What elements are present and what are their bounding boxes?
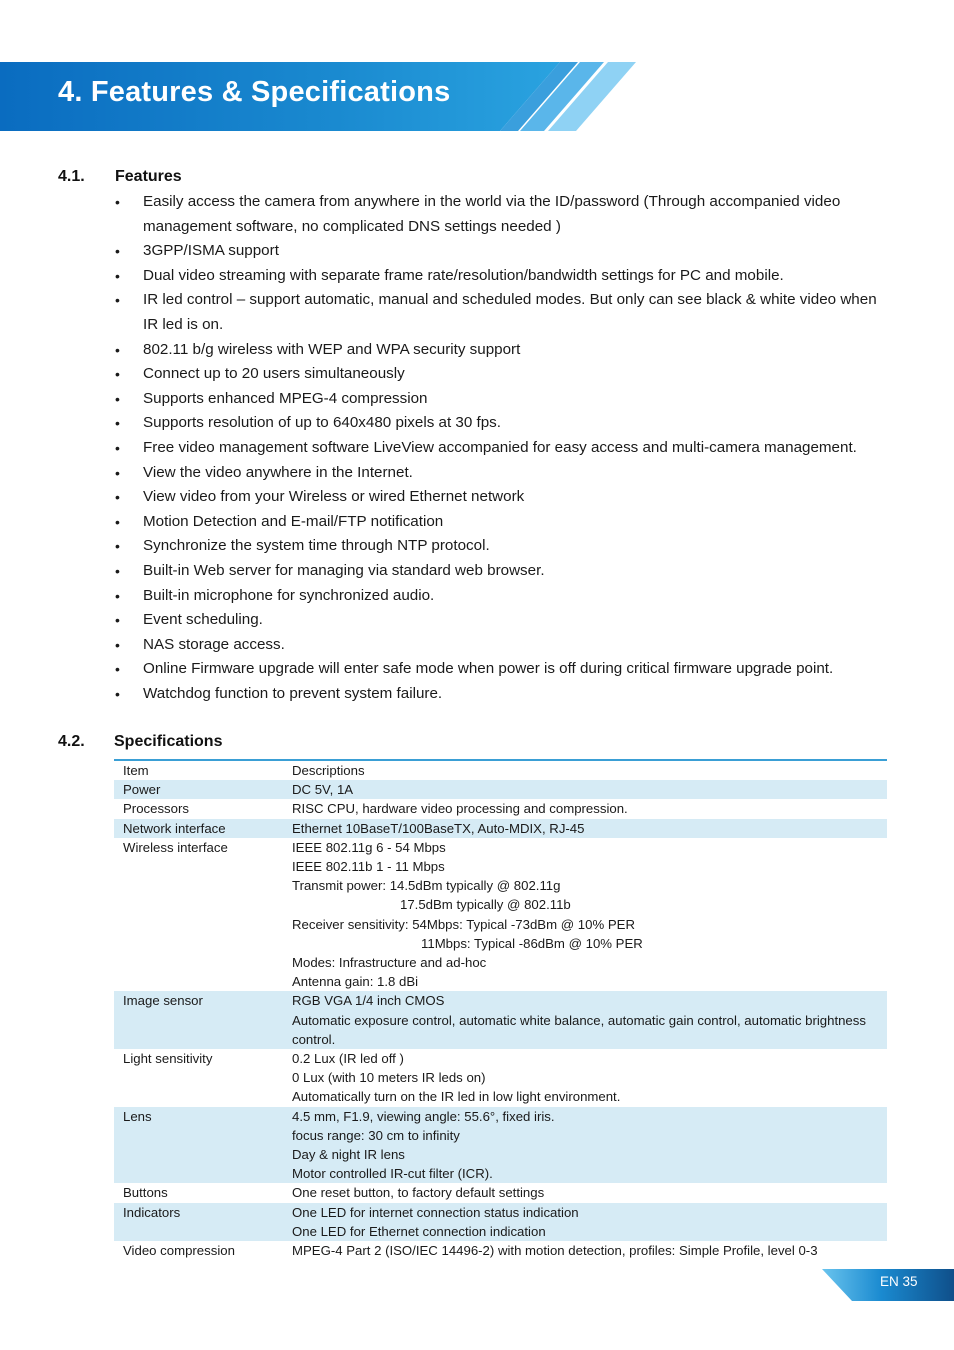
- spec-description-line: focus range: 30 cm to infinity: [292, 1127, 460, 1143]
- feature-item: • Supports enhanced MPEG-4 compression: [113, 387, 893, 412]
- features-number: 4.1.: [58, 168, 85, 185]
- spec-description-line: MPEG-4 Part 2 (ISO/IEC 14496-2) with motion detection, profiles: Simple Profile, level 0-3: [292, 1243, 818, 1259]
- spec-description-line: Automatic exposure control, automatic white balance, automatic gain control, automatic brightness control.: [292, 1012, 866, 1047]
- feature-item: • Easily access the camera from anywhere in the world via the ID/password (Through accompanied video management software, no complicated DNS settings needed ): [113, 190, 893, 239]
- feature-item: • 3GPP/ISMA support: [113, 239, 893, 264]
- feature-item: • View video from your Wireless or wired Ethernet network: [113, 485, 893, 510]
- feature-item: • Free video management software LiveView accompanied for easy access and multi-camera management.: [113, 436, 893, 461]
- feature-item: • Connect up to 20 users simultaneously: [113, 362, 893, 387]
- spec-description-line: Ethernet 10BaseT/100BaseTX, Auto-MDIX, RJ-45: [292, 820, 585, 836]
- spec-description-line: Receiver sensitivity: 54Mbps: Typical -73dBm @ 10% PER: [292, 916, 635, 932]
- spec-description-line: Transmit power: 14.5dBm typically @ 802.11g: [292, 878, 561, 894]
- page-number: EN 35: [880, 1274, 918, 1289]
- spec-description-line: 0.2 Lux (IR led off ): [292, 1051, 404, 1067]
- spec-description-line: IEEE 802.11b 1 - 11 Mbps: [292, 859, 445, 875]
- spec-item: Power: [114, 780, 283, 799]
- feature-item: • Watchdog function to prevent system failure.: [113, 682, 893, 707]
- table-row: [114, 1183, 887, 1202]
- spec-description: [283, 799, 887, 818]
- table-row: [114, 780, 887, 799]
- spec-description: [283, 1049, 887, 1107]
- spec-description-line: 4.5 mm, F1.9, viewing angle: 55.6°, fixed iris.: [292, 1108, 555, 1124]
- spec-description-line: Modes: Infrastructure and ad-hoc: [292, 955, 487, 971]
- spec-item: Processors: [123, 801, 189, 817]
- spec-description: [283, 991, 887, 1049]
- page-title: 4. Features & Specifications: [58, 76, 451, 108]
- table-row: [114, 819, 887, 838]
- header-descriptions: Descriptions: [292, 763, 365, 778]
- spec-description-line: 17.5dBm typically @ 802.11b: [400, 897, 571, 913]
- spec-description-line: One reset button, to factory default settings: [292, 1185, 545, 1201]
- spec-description-line: DC 5V, 1A: [292, 782, 354, 798]
- spec-item: Lens: [114, 1107, 283, 1184]
- spec-description: [283, 1183, 887, 1202]
- spec-item: Indicators: [114, 1203, 283, 1241]
- feature-item: • Motion Detection and E-mail/FTP notification: [113, 510, 893, 535]
- table-row: [114, 1203, 887, 1241]
- features-title: Features: [115, 168, 182, 185]
- spec-description-line: Day & night IR lens: [292, 1147, 405, 1163]
- spec-item: Light sensitivity: [123, 1051, 213, 1067]
- spec-description-line: Automatically turn on the IR led in low light environment.: [292, 1089, 621, 1105]
- specifications-heading: [58, 733, 222, 751]
- table-row: [114, 799, 887, 818]
- spec-description-line: IEEE 802.11g 6 - 54 Mbps: [292, 839, 446, 855]
- feature-item: • Supports resolution of up to 640x480 pixels at 30 fps.: [113, 411, 893, 436]
- spec-description-line: One LED for internet connection status indication: [292, 1204, 579, 1220]
- spec-description: [283, 1241, 887, 1260]
- feature-item: • Built-in microphone for synchronized audio.: [113, 584, 893, 609]
- spec-description-line: 11Mbps: Typical -86dBm @ 10% PER: [421, 935, 643, 951]
- spec-description: [283, 819, 887, 838]
- header-item: Item: [123, 763, 149, 778]
- table-row: [114, 1241, 887, 1260]
- features-heading: [58, 168, 182, 186]
- spec-item: Image sensor: [114, 991, 283, 1049]
- feature-item: • Dual video streaming with separate frame rate/resolution/bandwidth settings for PC and mobile.: [113, 264, 893, 289]
- feature-item: • Synchronize the system time through NTP protocol.: [113, 534, 893, 559]
- feature-item: • Event scheduling.: [113, 608, 893, 633]
- feature-item: • View the video anywhere in the Internet.: [113, 461, 893, 486]
- feature-item: • IR led control – support automatic, manual and scheduled modes. But only can see black & white video when IR led is on.: [113, 288, 893, 337]
- spec-item: Buttons: [123, 1185, 168, 1201]
- table-row: [114, 1107, 887, 1184]
- table-row: [114, 838, 887, 992]
- spec-item: Video compression: [123, 1243, 235, 1259]
- feature-item: • Online Firmware upgrade will enter safe mode when power is off during critical firmware upgrade point.: [113, 657, 893, 682]
- spec-item: Wireless interface: [123, 839, 228, 855]
- spec-description-line: 0 Lux (with 10 meters IR leds on): [292, 1070, 486, 1086]
- spec-description: [283, 780, 887, 799]
- spec-description: [283, 1107, 887, 1184]
- spec-description: [283, 1203, 887, 1241]
- table-row: [114, 991, 887, 1049]
- spec-description-line: Motor controlled IR-cut filter (ICR).: [292, 1166, 493, 1182]
- table-header-row: [114, 760, 887, 780]
- feature-item: • 802.11 b/g wireless with WEP and WPA security support: [113, 338, 893, 363]
- spec-description: [283, 838, 887, 992]
- specifications-title: Specifications: [114, 733, 223, 750]
- spec-description-line: RGB VGA 1/4 inch CMOS: [292, 993, 445, 1009]
- features-list: [113, 190, 893, 706]
- spec-description-line: Antenna gain: 1.8 dBi: [292, 974, 419, 990]
- specifications-number: 4.2.: [58, 733, 85, 750]
- feature-item: • NAS storage access.: [113, 633, 893, 658]
- specifications-table: [114, 759, 887, 1260]
- table-row: [114, 1049, 887, 1107]
- spec-description-line: RISC CPU, hardware video processing and compression.: [292, 801, 628, 817]
- spec-description-line: One LED for Ethernet connection indication: [292, 1223, 546, 1239]
- spec-item: Network interface: [114, 819, 283, 838]
- feature-item: • Built-in Web server for managing via standard web browser.: [113, 559, 893, 584]
